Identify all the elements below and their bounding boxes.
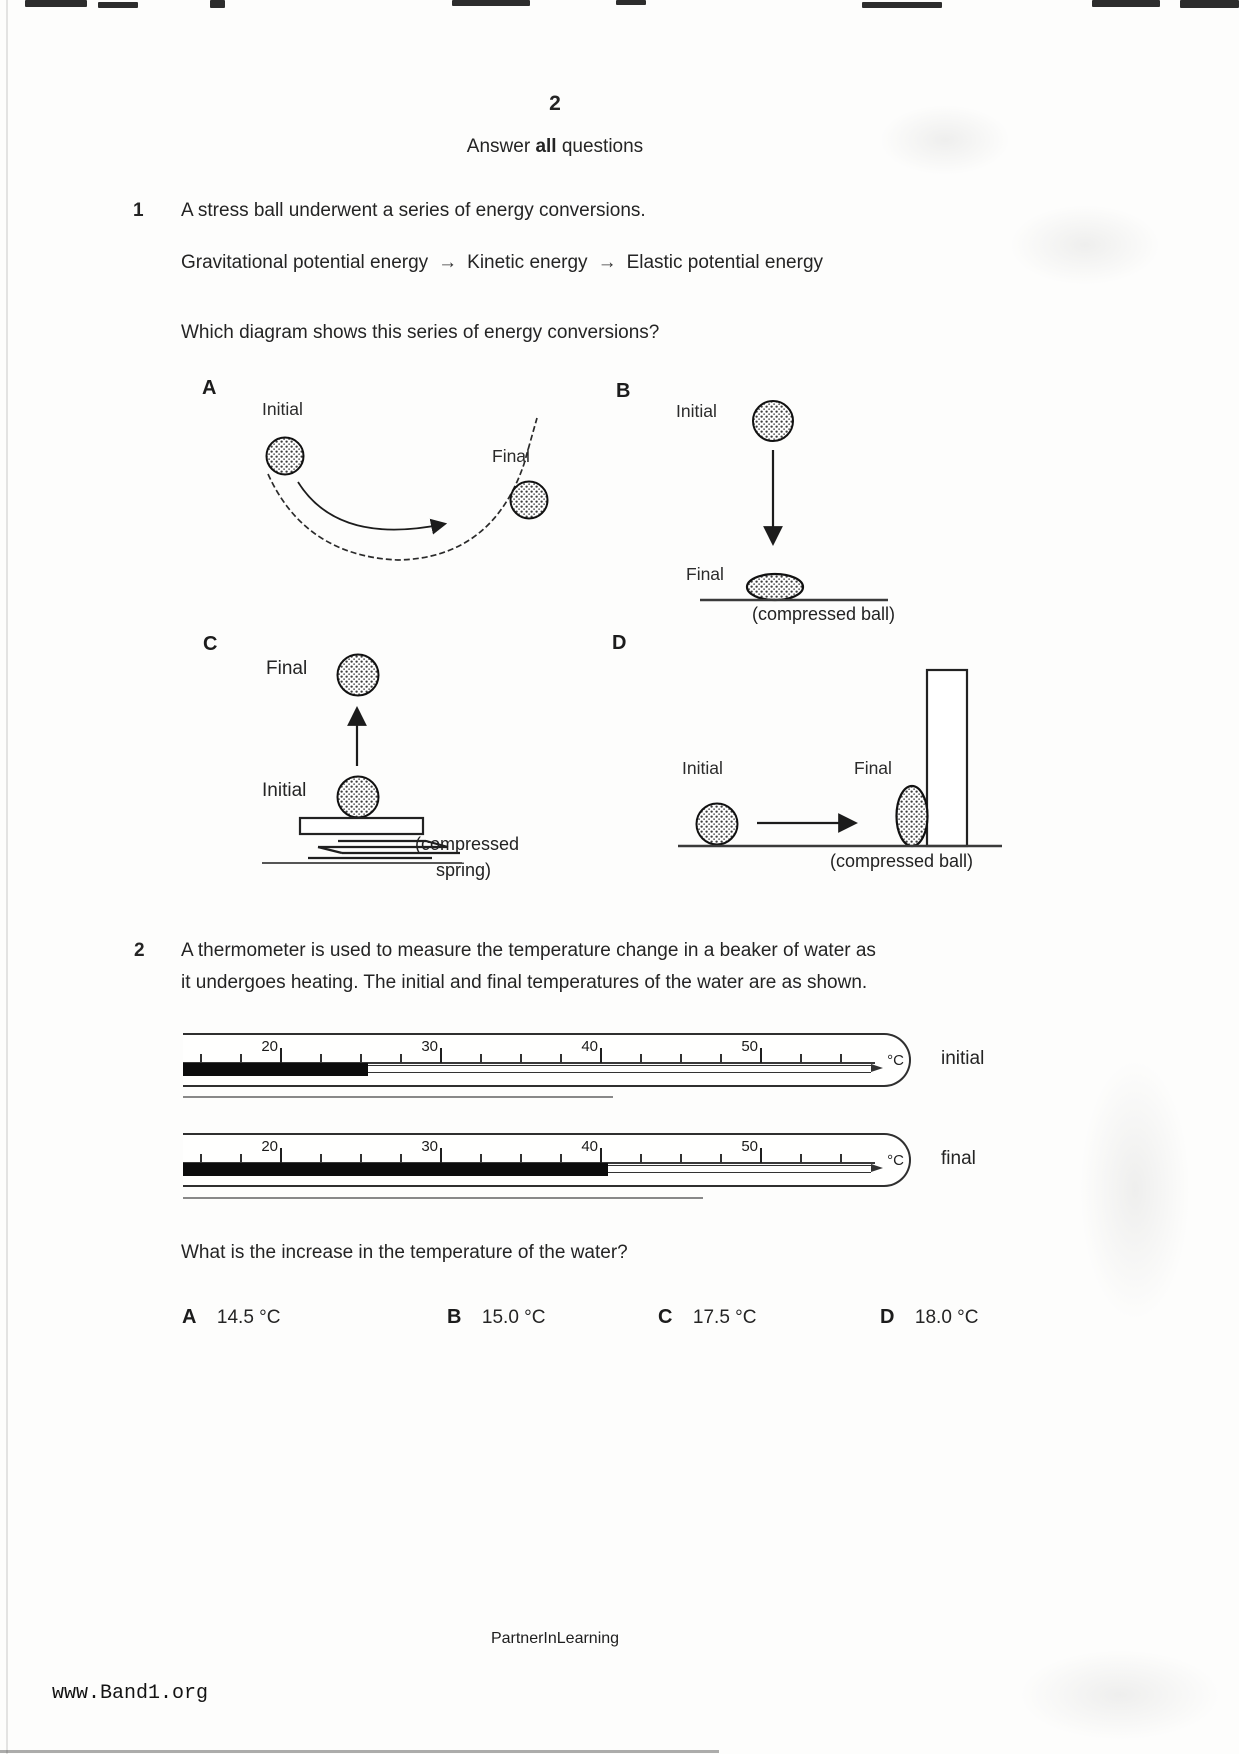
option-D-final-label: Final <box>854 758 892 778</box>
scale-tick <box>240 1154 242 1163</box>
thermometer-initial <box>183 1033 1013 1097</box>
capillary-tube <box>608 1165 871 1173</box>
capillary-tip <box>871 1064 883 1072</box>
answer-option-D <box>880 1306 978 1329</box>
scale-tick <box>760 1048 762 1063</box>
scale-number: 20 <box>261 1038 278 1055</box>
option-C-caption-line2: spring) <box>436 860 492 880</box>
scale-number: 50 <box>741 1138 758 1155</box>
compressed-ball-D <box>897 786 928 846</box>
scale-tick <box>280 1048 282 1063</box>
arrow-right-icon: → <box>438 252 458 273</box>
thermometer-initial-label: initial <box>941 1048 985 1069</box>
thermometer-tube <box>183 1033 911 1087</box>
answer-option-C <box>658 1306 756 1329</box>
thermometer-final-label: final <box>941 1148 976 1169</box>
scale-tick <box>200 1154 202 1163</box>
scale-tick <box>480 1054 482 1063</box>
scale-tick <box>440 1148 442 1163</box>
scale-tick <box>720 1154 722 1163</box>
motion-arrow <box>298 482 444 530</box>
question2-stem-line2: it undergoes heating. The initial and final temperatures of the water are as shown. <box>181 972 868 993</box>
question2-number: 2 <box>134 940 145 961</box>
ball-initial-A <box>267 438 304 475</box>
option-letter: A <box>182 1306 197 1328</box>
scale-tick <box>800 1054 802 1063</box>
option-B-caption: (compressed ball) <box>752 604 896 624</box>
scale-tick <box>480 1154 482 1163</box>
scale-tick <box>840 1054 842 1063</box>
instruction-bold: all <box>535 136 557 157</box>
scan-smudge <box>1080 1060 1190 1320</box>
scale-tick <box>600 1048 602 1063</box>
option-value: 17.5 °C <box>692 1307 757 1328</box>
scale-tick <box>280 1148 282 1163</box>
option-C-initial-label: Initial <box>262 780 307 801</box>
scale-tick <box>520 1154 522 1163</box>
valley-ramp-curve <box>268 418 537 560</box>
option-letter: D <box>880 1306 895 1328</box>
option-letter: B <box>447 1306 462 1328</box>
wall <box>927 670 967 846</box>
energy-chain-item: Gravitational potential energy <box>181 252 429 273</box>
option-value: 18.0 °C <box>914 1307 979 1328</box>
scale-tick <box>560 1154 562 1163</box>
page-instruction <box>0 136 1110 158</box>
footer-brand: PartnerInLearning <box>490 1630 620 1647</box>
ball-initial-D <box>697 804 738 845</box>
option-letter: C <box>658 1306 673 1328</box>
mercury-column <box>183 1063 368 1076</box>
scale-tick <box>560 1054 562 1063</box>
option-D-initial-label: Initial <box>682 758 723 778</box>
scale-number: 20 <box>261 1138 278 1155</box>
scale-number: 40 <box>581 1138 598 1155</box>
scale-tick <box>680 1154 682 1163</box>
question1-number: 1 <box>133 200 144 221</box>
scale-tick <box>800 1154 802 1163</box>
ball-final-A <box>511 482 548 519</box>
instruction-text: questions <box>556 136 644 157</box>
option-B-initial-label: Initial <box>676 401 717 421</box>
scale-tick <box>360 1054 362 1063</box>
scale-tick <box>400 1154 402 1163</box>
energy-chain-item: Elastic potential energy <box>626 252 824 273</box>
scale-tick <box>440 1048 442 1063</box>
scale-number: 30 <box>421 1138 438 1155</box>
scale-tick <box>600 1148 602 1163</box>
capillary-tube <box>368 1065 871 1073</box>
scale-tick <box>200 1054 202 1063</box>
scan-line <box>183 1197 703 1199</box>
capillary-tip <box>871 1164 883 1172</box>
scale-number: 30 <box>421 1038 438 1055</box>
option-C-caption-line1: (compressed <box>415 834 520 854</box>
option-B-label: B <box>616 380 631 402</box>
page-number: 2 <box>549 92 561 115</box>
scan-edge-line <box>0 1750 719 1753</box>
question2-stem-line1: A thermometer is used to measure the temperature change in a beaker of water as <box>181 940 876 961</box>
spring-platform <box>300 818 423 834</box>
option-A-initial-label: Initial <box>262 399 303 419</box>
energy-chain-item: Kinetic energy <box>467 252 588 273</box>
ball-initial-B <box>753 401 793 441</box>
answer-option-A <box>182 1306 280 1329</box>
scale-tick <box>720 1054 722 1063</box>
option-A-final-label: Final <box>492 446 530 466</box>
option-C-final-label: Final <box>266 658 308 679</box>
option-B-final-label: Final <box>686 564 724 584</box>
scale-tick <box>360 1154 362 1163</box>
watermark-url: www.Band1.org <box>52 1682 209 1705</box>
energy-chain <box>181 252 823 274</box>
option-D-label: D <box>612 632 627 654</box>
scale-tick <box>840 1154 842 1163</box>
scale-tick <box>320 1054 322 1063</box>
answer-option-B <box>447 1306 545 1329</box>
thermometer-unit: °C <box>887 1152 904 1169</box>
arrow-right-icon: → <box>597 252 617 273</box>
option-A-label: A <box>202 377 217 399</box>
option-C-label: C <box>203 633 218 655</box>
question1-stem: A stress ball underwent a series of energy conversions. <box>181 200 646 221</box>
option-D-caption: (compressed ball) <box>830 851 974 871</box>
scale-tick <box>640 1054 642 1063</box>
thermometer-final <box>183 1133 1013 1197</box>
scale-tick <box>240 1054 242 1063</box>
ball-initial-C <box>338 777 379 818</box>
scale-tick <box>760 1148 762 1163</box>
compressed-ball-B <box>747 574 803 600</box>
option-value: 14.5 °C <box>216 1307 281 1328</box>
scale-tick <box>640 1154 642 1163</box>
scale-tick <box>320 1154 322 1163</box>
option-value: 15.0 °C <box>481 1307 546 1328</box>
question2-prompt: What is the increase in the temperature of the water? <box>181 1242 628 1263</box>
scale-tick <box>400 1054 402 1063</box>
thermometer-unit: °C <box>887 1052 904 1069</box>
scale-number: 50 <box>741 1038 758 1055</box>
scale-tick <box>680 1054 682 1063</box>
scale-tick <box>520 1054 522 1063</box>
scale-number: 40 <box>581 1038 598 1055</box>
instruction-text: Answer <box>466 136 536 157</box>
question1-prompt: Which diagram shows this series of energy conversions? <box>181 322 660 343</box>
scan-smudge <box>1020 1650 1220 1740</box>
mercury-column <box>183 1163 608 1176</box>
scan-line <box>183 1096 613 1098</box>
ball-final-C <box>338 655 379 696</box>
thermometer-tube <box>183 1133 911 1187</box>
